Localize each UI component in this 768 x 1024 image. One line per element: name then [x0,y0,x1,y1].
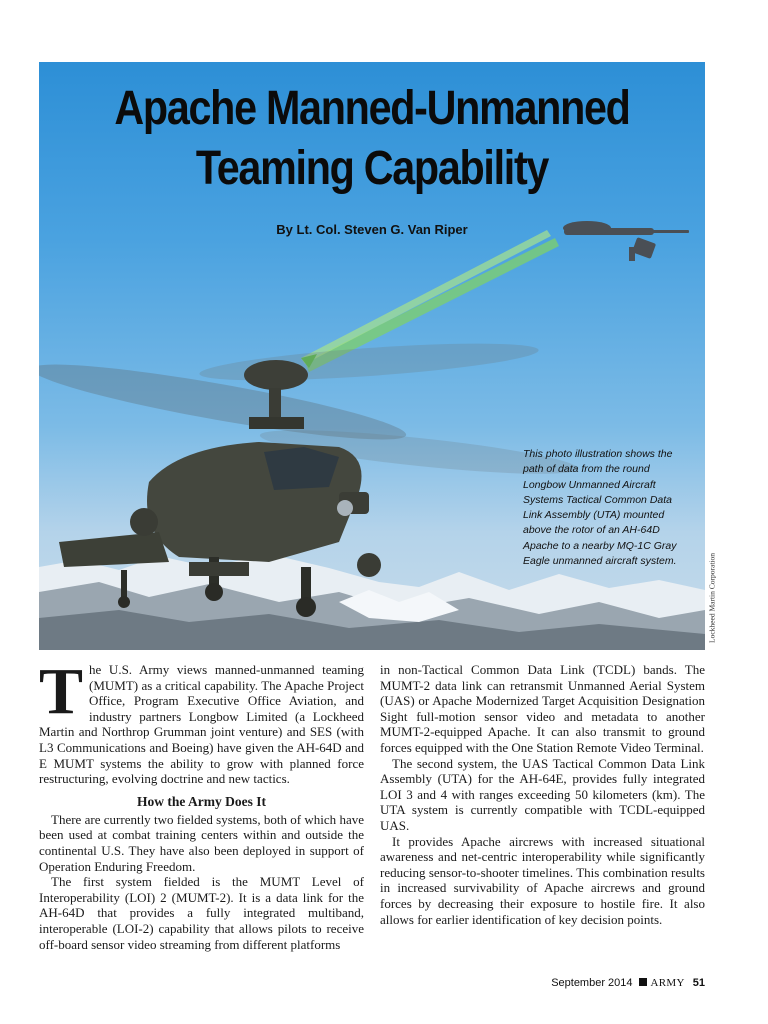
hero-photo [39,62,705,650]
paragraph-intro-text: he U.S. Army views manned-unmanned teaming (MUMT) as a critical capability. The Apache Project Office, Program Executive Office Aviation, and industry partners Longbow Limited (a Lockheed Martin and Northrop Grumman joint venture) and SES (with L3 Communications and Boeing) have given the AH-64D and E MUMT systems the ability to grow with planned force restructuring, evolving doctrine and new tactics. [39,662,364,787]
body-column-left [39,655,364,952]
byline: By Lt. Col. Steven G. Van Riper [276,222,468,237]
photo-credit-text: Lockheed Martin Corporation [707,553,717,643]
paragraph-second-system: The second system, the UAS Tactical Common Data Link Assembly (UTA) for the AH-64E, provides fully integrated LOI 3 and 4 with ranges exceeding 50 kilometers (km). The UTA system is currently compatible with TCDL-equipped UAS. [380,755,705,833]
magazine-name: ARMY [650,977,685,989]
page-footer [551,977,705,989]
section-heading: How the Army Does It [137,793,266,809]
body-column-right [380,662,705,927]
paragraph-first-system: The first system fielded is the MUMT Level of Interoperability (LOI) 2 (MUMT-2). It is a data link for the AH-64D that provides a fully integrated multiband, interoperable (LOI-2) capability that allows pilots to receive off-board sensor video streaming from different platforms [39,874,364,952]
paragraph-benefits: It provides Apache aircrews with increased situational awareness and net-centric interoperability while significantly reducing sensor-to-shooter timelines. This combination results in increased survivability of Apache aircrews and ground forces by decreasing their exposure to hostile fire. It also allows for earlier identification of key decision points. [380,833,705,927]
paragraph-first-system-continued: in non-Tactical Common Data Link (TCDL) bands. The MUMT-2 data link can retransmit Unmanned Aerial System (UAS) or Apache Modernized Target Acquisition Designation Sight full-motion sensor video and metadata to another MUMT-2-equipped Apache. It can also transmit to ground forces equipped with the One Station Remote Video Terminal. [380,662,705,755]
photo-caption: This photo illustration shows the path of data from the round Longbow Unmanned Aircraft Systems Tactical Common Data Link Assembly (UTA) mounted above the rotor of an AH-64D Apache to a nearby MQ-1C Gray Eagle unmanned aircraft system. [523,448,677,568]
paragraph-intro [39,655,364,787]
photo-credit [704,548,720,648]
issue-date: September 2014 [551,977,633,989]
article-title-line2: Teaming Capability [195,142,549,195]
article-title-line1: Apache Manned-Unmanned [114,82,630,135]
paragraph-fielded-systems: There are currently two fielded systems, both of which have been used at combat training centers within and outside the continental U.S. They have also been deployed in support of Operation Enduring Freedom. [39,811,364,874]
page-number: 51 [692,977,705,989]
drop-cap: T [39,655,84,728]
square-bullet-icon [639,978,647,986]
